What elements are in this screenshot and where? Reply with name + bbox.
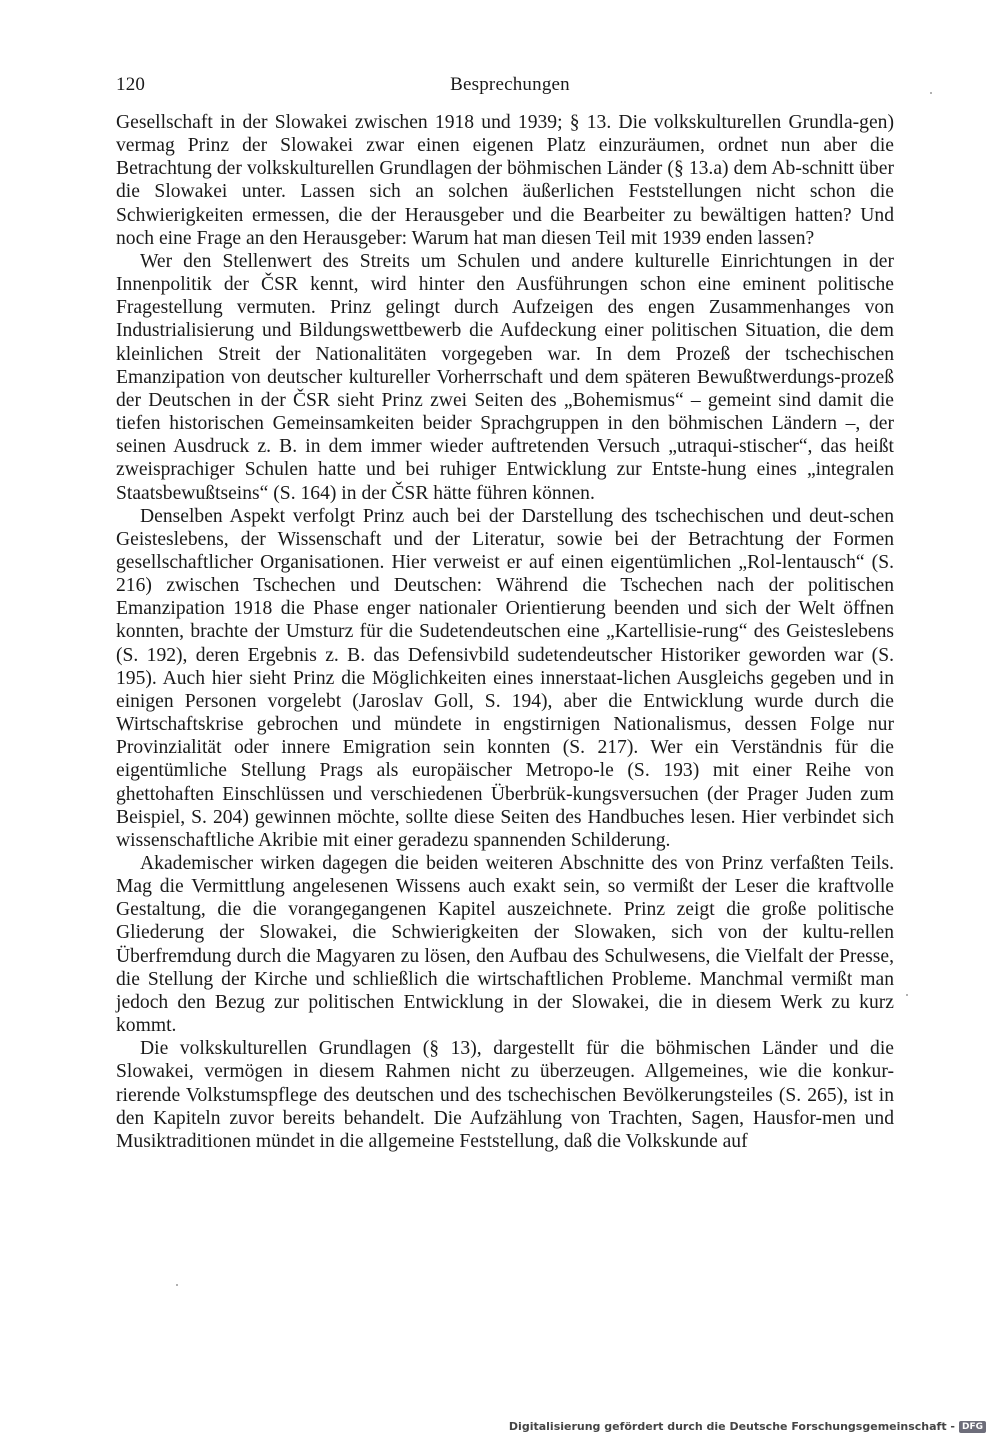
scan-speck [906,994,908,996]
page-number: 120 [116,74,146,95]
credit-text: Digitalisierung gefördert durch die Deutsche Forschungsgemeinschaft - [508,1420,955,1433]
dfg-logo-icon: DFG [959,1421,986,1433]
running-head: Besprechungen [450,74,570,95]
text-block [116,111,894,1153]
paragraph-3: Denselben Aspekt verfolgt Prinz auch bei der Darstellung des tschechischen und deut-schen Geisteslebens, der Wissenschaft und der Literatur, sowie bei der Betrachtung der Formen gesellschaftlicher Organisationen. Hier verweist er auf einen eigentümlichen „Rol-lentausch“ (S. 216) zwischen Tschechen und Deutschen: Während die Tschechen nach der politischen Emanzipation 1918 die Phase enger nationaler Orientierung beenden und sich der Welt öffnen konnten, brachte der Umsturz für die Sudetendeutschen eine „Kartellisie-rung“ des Geisteslebens (S. 192), deren Ergebnis z. B. das Defensivbild sudetendeutscher Historiker geworden war (S. 195). Auch hier sieht Prinz die Möglichkeiten eines innerstaat-lichen Ausgleichs gegeben und in einigen Personen vorgelebt (Jaroslav Goll, S. 194), aber die Entwicklung wurde durch die Wirtschaftskrise gebrochen und mündete in engstirnigen Nationalismus, dessen Folge nur Provinzialität oder innere Emigration sein konnten (S. 217). Wer ein Verständnis für die eigentümliche Stellung Prags als europäischer Metropo-le (S. 193) mit einer Reihe von ghettohaften Einschlüssen und verschiedenen Überbrük-kungsversuchen (der Prager Juden zum Beispiel, S. 204) gewinnen möchte, sollte diese Seiten des Handbuches lesen. Hier verbindet sich wissenschaftliche Akribie mit einer geradezu spannenden Schilderung. [116,505,894,851]
paragraph-2: Wer den Stellenwert des Streits um Schulen und andere kulturelle Einrichtungen in der Innenpolitik der ČSR kennt, wird hinter den Ausführungen schon eine eminent politische Fragestellung vermuten. Prinz gelingt durch Aufzeigen des engen Zusammenhanges von Industrialisierung und Bildungswettbewerb die Aufdeckung einer politischen Situation, die dem kleinlichen Streit der Nationalitäten vorgegeben war. In dem Prozeß der tschechischen Emanzipation von deutscher kultureller Vorherrschaft und dem späteren Bewußtwerdungs-prozeß der Deutschen in der ČSR sieht Prinz zwei Seiten des „Bohemismus“ – gemeint sind damit die tiefen historischen Gemeinsamkeiten beider Sprachgruppen in den böhmischen Ländern –, der seinen Ausdruck z. B. in dem immer wieder auftretenden Versuch „utraqui-stischer“, das heißt zweisprachiger Schulen hatte und bei ruhiger Entwicklung zur Entste-hung eines „integralen Staatsbewußtseins“ (S. 164) in der ČSR hätte führen können. [116,250,894,504]
scan-speck [930,92,932,94]
paragraph-1: Gesellschaft in der Slowakei zwischen 1918 und 1939; § 13. Die volkskulturellen Grundla-gen) vermag Prinz der Slowakei zwar einen eigenen Platz einzuräumen, ordnet nun aber die Betrachtung der volkskulturellen Grundlagen der böhmischen Länder (§ 13.a) dem Ab-schnitt über die Slowakei unter. Lassen sich an solchen äußerlichen Feststellungen nicht schon die Schwierigkeiten ermessen, die der Herausgeber und die Bearbeiter zu bewältigen hatten? Und noch eine Frage an den Herausgeber: Warum hat man diesen Teil mit 1939 enden lassen? [116,112,894,249]
paragraph-5: Die volkskulturellen Grundlagen (§ 13), dargestellt für die böhmischen Länder und die Slowakei, vermögen in diesem Rahmen nicht zu überzeugen. Allgemeines, wie die konkur-rierende Volkstumspflege des deutschen und des tschechischen Bevölkerungsteiles (S. 265), ist in den Kapiteln zuvor bereits behandelt. Die Aufzählung von Trachten, Sagen, Hausfor-men und Musiktraditionen mündet in die allgemeine Feststellung, daß die Volkskunde auf [116,1038,894,1152]
digitization-credit [509,1420,986,1433]
scan-speck [176,1284,178,1286]
paragraph-4: Akademischer wirken dagegen die beiden weiteren Abschnitte des von Prinz verfaßten Teils. Mag die Vermittlung angelesenen Wissens auch exakt sein, so vermißt der Leser die kraftvolle Gestaltung, die die vorangegangenen Kapitel auszeichnete. Prinz zeigt die große politische Gliederung der Slowakei, die Schwierigkeiten der Slowaken, sich von der kultu-rellen Überfremdung durch die Magyaren zu lösen, den Aufbau des Schulwesens, die Vielfalt der Presse, die Stellung der Kirche und schließlich die wirtschaftlichen Probleme. Manchmal vermißt man jedoch den Bezug zur politischen Entwicklung in der Slowakei, die in diesem Werk zu kurz kommt. [116,853,894,1037]
